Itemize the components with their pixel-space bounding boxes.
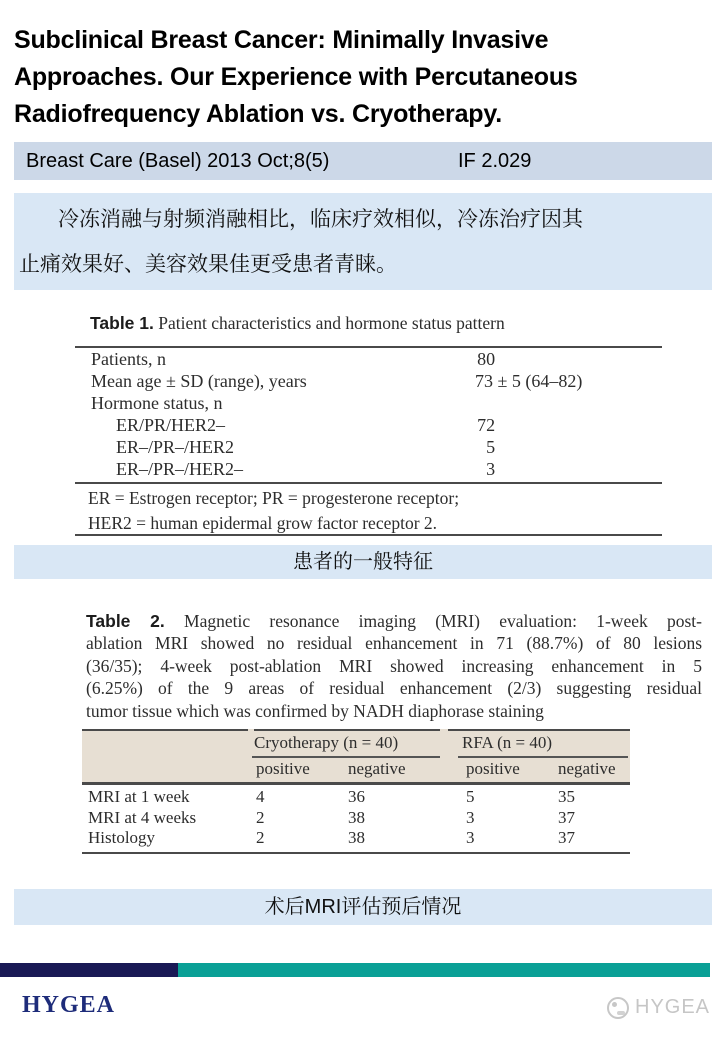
chinese-summary bbox=[14, 193, 712, 290]
footer-bar-teal bbox=[178, 963, 710, 977]
table1-mid-rule bbox=[75, 482, 662, 484]
summary-line-2: 止痛效果好、美容效果佳更受患者青睐。 bbox=[19, 253, 397, 276]
table-row: ER–/PR–/HER2– 3 bbox=[116, 459, 496, 479]
table1-caption-label: Table 1. bbox=[90, 313, 154, 333]
table1-bottom-rule bbox=[75, 534, 662, 536]
table2-scan bbox=[82, 729, 630, 855]
table1-rows bbox=[75, 348, 662, 480]
caption-band-mri: 术后MRI评估预后情况 bbox=[14, 889, 712, 925]
brand-logo-text: HYGEA bbox=[22, 992, 116, 1018]
table-row: MRI at 4 weeks 2 38 3 37 bbox=[88, 807, 575, 827]
title-line-1: Subclinical Breast Cancer: Minimally Invasive bbox=[14, 26, 549, 54]
table2-caption-label: Table 2. bbox=[86, 611, 165, 631]
watermark bbox=[607, 996, 710, 1019]
caption-line-3: (36/35); 4-week post-ablation MRI showed increasing enhancement in 5 bbox=[86, 655, 702, 676]
table2-bottom-rule bbox=[82, 852, 630, 854]
subheader-cryo-positive: positive bbox=[256, 759, 310, 778]
table-row: MRI at 1 week 4 36 5 35 bbox=[88, 787, 575, 806]
impact-factor: IF 2.029 bbox=[458, 150, 532, 172]
table1-caption-text: Patient characteristics and hormone status pattern bbox=[158, 313, 505, 333]
hygea-logo-icon bbox=[607, 997, 629, 1019]
table2-header-rule bbox=[82, 782, 630, 785]
table-row: ER/PR/HER2– 72 bbox=[116, 415, 496, 435]
journal-band bbox=[14, 142, 712, 180]
table2-caption bbox=[86, 610, 702, 722]
caption-line-5: tumor tissue which was confirmed by NADH diaphorase staining bbox=[86, 700, 544, 721]
footnote-line-2: HER2 = human epidermal grow factor receptor 2. bbox=[88, 513, 438, 533]
table1-footnote bbox=[88, 486, 459, 536]
table-row: Patients, n 80 bbox=[91, 349, 496, 369]
group-header-rfa: RFA (n = 40) bbox=[462, 733, 553, 752]
caption-line-2: ablation MRI showed no residual enhancement in 71 (88.7%) of 80 lesions bbox=[86, 633, 702, 654]
page-title bbox=[14, 22, 694, 133]
table-row: Hormone status, n bbox=[91, 393, 223, 413]
caption-band-patients: 患者的一般特征 bbox=[14, 545, 712, 579]
caption-line-4: (6.25%) of the 9 areas of residual enhancement (2/3) suggesting residual bbox=[86, 678, 702, 699]
table-row: ER–/PR–/HER2 5 bbox=[116, 437, 496, 457]
subheader-rfa-negative: negative bbox=[558, 759, 616, 778]
subheader-cryo-negative: negative bbox=[348, 759, 406, 778]
journal-citation: Breast Care (Basel) 2013 Oct;8(5) bbox=[26, 150, 330, 172]
group-header-cryotherapy: Cryotherapy (n = 40) bbox=[254, 733, 399, 752]
caption-line-1: Table 2. Magnetic resonance imaging (MRI) evaluation: 1-week post- bbox=[86, 611, 702, 631]
table-row: Histology 2 38 3 37 bbox=[88, 828, 575, 847]
title-line-3: Radiofrequency Ablation vs. Cryotherapy. bbox=[14, 100, 502, 128]
table2-rows bbox=[82, 787, 630, 849]
title-line-2: Approaches. Our Experience with Percutaneous bbox=[14, 63, 578, 91]
footer-bar-navy bbox=[0, 963, 178, 977]
table-row: Mean age ± SD (range), years 73 ± 5 (64–82) bbox=[91, 371, 583, 391]
table1-scan bbox=[75, 308, 662, 536]
summary-line-1: 冷冻消融与射频消融相比，临床疗效相似，冷冻治疗因其 bbox=[58, 208, 583, 231]
subheader-rfa-positive: positive bbox=[466, 759, 520, 778]
footnote-line-1: ER = Estrogen receptor; PR = progesterone receptor; bbox=[88, 488, 460, 508]
table2-header bbox=[82, 729, 630, 783]
watermark-text: HYGEA bbox=[635, 996, 711, 1018]
table1-caption bbox=[90, 313, 505, 334]
